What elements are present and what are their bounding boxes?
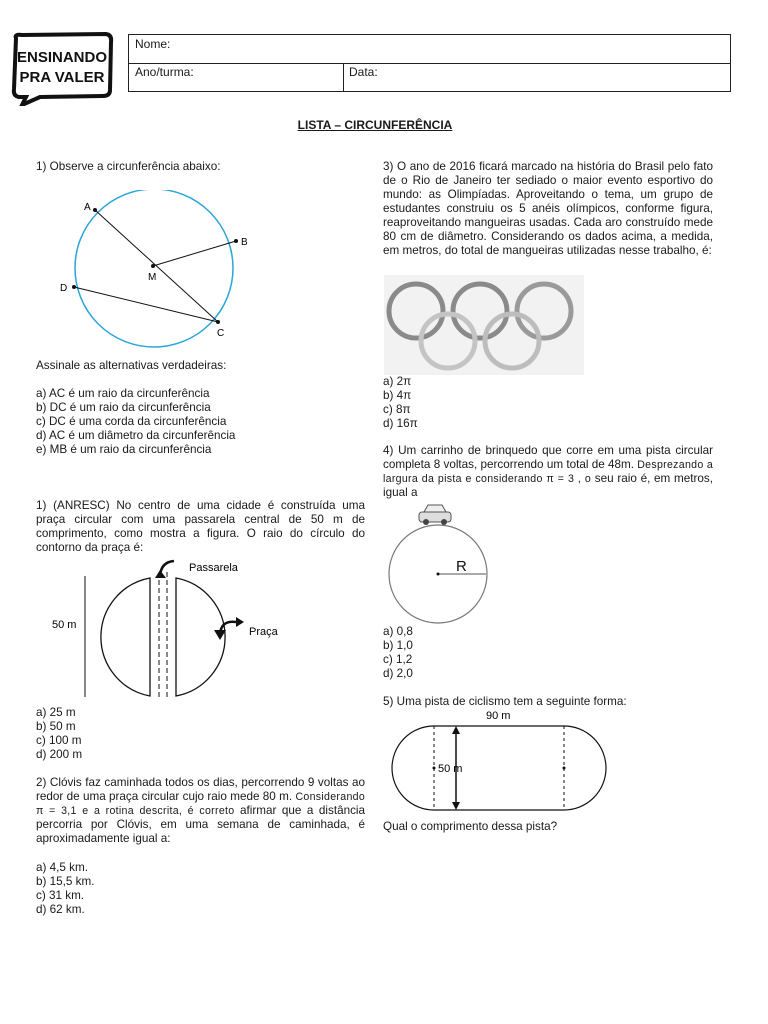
q1-instruction: Assinale as alternativas verdadeiras: bbox=[36, 359, 227, 372]
label-b: B bbox=[241, 237, 248, 248]
label-a: A bbox=[84, 202, 91, 213]
q1-circle-figure bbox=[56, 190, 256, 350]
label-m: M bbox=[148, 272, 157, 283]
q1b-praca-figure bbox=[48, 556, 288, 701]
q1-option-a[interactable]: a) AC é um raio da circunferência bbox=[36, 387, 210, 400]
logo-line2: PRA VALER bbox=[19, 69, 105, 86]
q1b-option-c[interactable]: c) 100 m bbox=[36, 734, 82, 747]
q3-option-d[interactable]: d) 16π bbox=[383, 417, 418, 430]
q5-height-label: 50 m bbox=[438, 763, 463, 775]
data-field[interactable] bbox=[343, 63, 730, 92]
ano-turma-label: Ano/turma: bbox=[135, 65, 194, 79]
q5-track-figure bbox=[386, 709, 616, 817]
toy-car-icon bbox=[419, 505, 451, 525]
q1b-praca-label: Praça bbox=[249, 626, 278, 638]
q2-text bbox=[36, 776, 365, 846]
q2-text-a: 2) Clóvis faz caminhada todos os dias, percorrendo 9 voltas ao redor de uma praça circular cujo raio mede 80 m. bbox=[36, 776, 365, 803]
q5-width-label: 90 m bbox=[486, 710, 511, 722]
q1b-text: 1) (ANRESC) No centro de uma cidade é construída uma praça circular com uma passarela central de 50 m de comprimento, como mostra a figura. O raio do círculo do contorno da praça é: bbox=[36, 499, 365, 554]
q1b-options bbox=[36, 706, 365, 762]
q4-option-a[interactable]: a) 0,8 bbox=[383, 625, 413, 638]
header-table bbox=[128, 34, 731, 92]
q1-option-e[interactable]: e) MB é um raio da circunferência bbox=[36, 443, 212, 456]
q3-option-a[interactable]: a) 2π bbox=[383, 375, 412, 388]
q2-option-a[interactable]: a) 4,5 km. bbox=[36, 861, 88, 874]
q2-option-b[interactable]: b) 15,5 km. bbox=[36, 875, 95, 888]
data-label: Data: bbox=[349, 65, 378, 79]
q4-text-b: Desprezando a largura da pista e considerando π = 3 , o bbox=[383, 459, 714, 485]
q4-option-c[interactable]: c) 1,2 bbox=[383, 653, 413, 666]
q2-text-b: Considerando π = 3,1 e a rotina descrita, é correto bbox=[36, 791, 366, 817]
logo-line1: ENSINANDO bbox=[16, 49, 108, 66]
q1b-length-label: 50 m bbox=[52, 619, 77, 631]
q1b-passarela-label: Passarela bbox=[189, 562, 238, 574]
q1-option-b[interactable]: b) DC é um raio da circunferência bbox=[36, 401, 211, 414]
q1-prompt: 1) Observe a circunferência abaixo: bbox=[36, 160, 221, 173]
ano-turma-field[interactable] bbox=[129, 63, 344, 92]
q1b-option-d[interactable]: d) 200 m bbox=[36, 748, 83, 761]
q3-option-c[interactable]: c) 8π bbox=[383, 403, 411, 416]
q1b-option-a[interactable]: a) 25 m bbox=[36, 706, 76, 719]
label-d: D bbox=[60, 283, 68, 294]
q4-option-b[interactable]: b) 1,0 bbox=[383, 639, 413, 652]
q2-options bbox=[36, 861, 365, 917]
q1-options bbox=[36, 387, 365, 457]
q4-text bbox=[383, 444, 713, 500]
q5-question: Qual o comprimento dessa pista? bbox=[383, 820, 558, 833]
page-title: LISTA – CIRCUNFERÊNCIA bbox=[297, 118, 453, 132]
q2-option-d[interactable]: d) 62 km. bbox=[36, 903, 85, 916]
q3-text: 3) O ano de 2016 ficará marcado na história do Brasil pelo fato de o Rio de Janeiro ter sediado o maior evento esportivo do mundo: as Olimpíadas. Aproveitando o tema, um grupo de estudantes construiu os 5 anéis olímpicos, conforme figura, reaproveitando mangueiras usadas. Cada aro construído mede 80 cm de diâmetro. Considerando os dados acima, a medida, em metros, do total de mangueiras utilizadas nesse trabalho, é: bbox=[383, 160, 713, 257]
q4-radius-label: R bbox=[456, 558, 467, 575]
q5-text: 5) Uma pista de ciclismo tem a seguinte forma: bbox=[383, 695, 627, 708]
nome-field[interactable] bbox=[129, 35, 730, 64]
nome-label: Nome: bbox=[135, 37, 171, 51]
logo bbox=[10, 32, 114, 106]
q4-text-c: seu raio é, em metros, igual a bbox=[383, 472, 713, 499]
q1b-option-b[interactable]: b) 50 m bbox=[36, 720, 76, 733]
q4-option-d[interactable]: d) 2,0 bbox=[383, 667, 413, 680]
q1-option-c[interactable]: c) DC é uma corda da circunferência bbox=[36, 415, 227, 428]
q4-options bbox=[383, 625, 713, 681]
q3-options bbox=[383, 375, 713, 431]
q1-option-d[interactable]: d) AC é um diâmetro da circunferência bbox=[36, 429, 236, 442]
q4-text-a: 4) Um carrinho de brinquedo que corre em uma pista circular completa 8 voltas, percorrendo um total de 48m. bbox=[383, 444, 713, 471]
q3-option-b[interactable]: b) 4π bbox=[383, 389, 412, 402]
q4-track-figure bbox=[386, 502, 496, 624]
q2-option-c[interactable]: c) 31 km. bbox=[36, 889, 85, 902]
q3-olympic-rings bbox=[384, 275, 584, 375]
label-c: C bbox=[217, 328, 225, 339]
q2-text-c: afirmar que a distância percorria por Clóvis, em uma semana de caminhada, é aproximadamente igual a: bbox=[36, 804, 366, 845]
